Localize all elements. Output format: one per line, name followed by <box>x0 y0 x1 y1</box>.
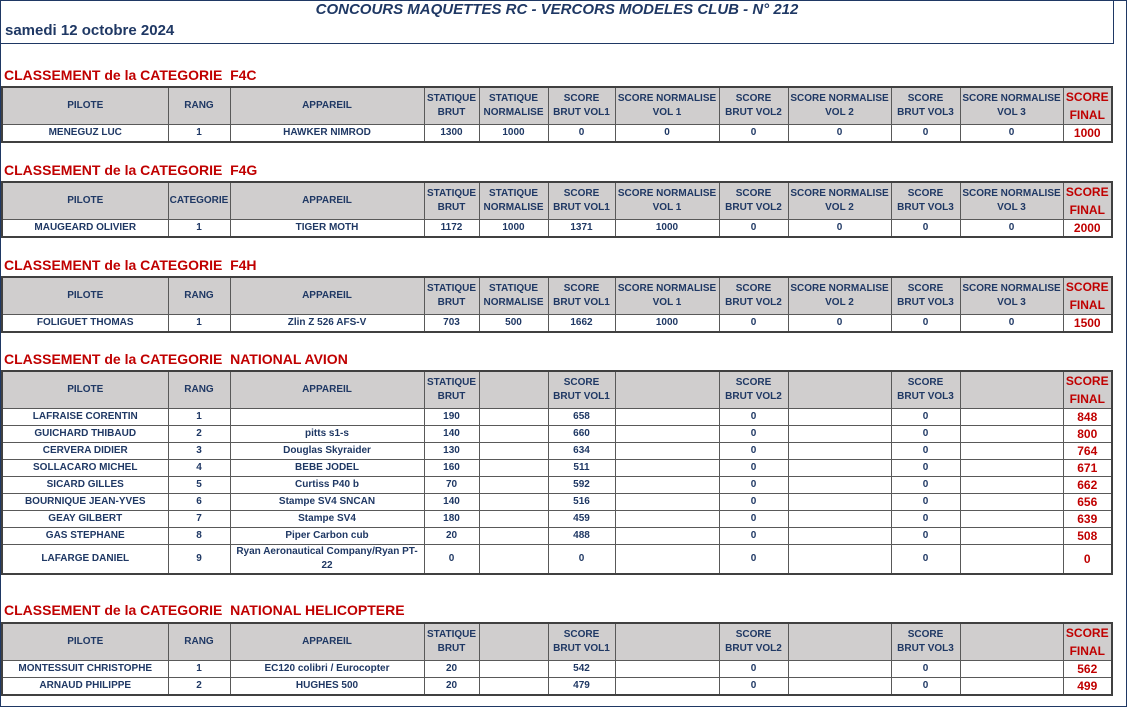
score-final-cell: 508 <box>1063 528 1112 545</box>
column-header: SCORE BRUT VOL2 <box>719 277 788 315</box>
table-cell: 0 <box>891 125 960 143</box>
column-header: PILOTE <box>2 371 168 409</box>
table-national-avion <box>1 370 1113 575</box>
table-cell: 0 <box>719 315 788 333</box>
table-row <box>2 678 1112 696</box>
table-cell <box>788 460 891 477</box>
table-cell: 1172 <box>424 220 479 238</box>
table-cell: 0 <box>719 460 788 477</box>
table-cell: GEAY GILBERT <box>2 511 168 528</box>
table-cell: 2 <box>168 426 230 443</box>
score-final-cell: 499 <box>1063 678 1112 696</box>
table-cell: 0 <box>891 460 960 477</box>
table-cell: 20 <box>424 661 479 678</box>
table-cell: MONTESSUIT CHRISTOPHE <box>2 661 168 678</box>
column-header: APPAREIL <box>230 182 424 220</box>
table-cell: 0 <box>891 409 960 426</box>
table-f4c <box>1 86 1113 143</box>
table-cell: 0 <box>719 426 788 443</box>
column-header: SCORE FINAL <box>1063 87 1112 125</box>
table-cell <box>479 545 548 575</box>
score-final-cell: 1000 <box>1063 125 1112 143</box>
table-cell <box>615 678 719 696</box>
table-cell: 0 <box>891 678 960 696</box>
column-header: SCORE NORMALISE VOL 2 <box>788 87 891 125</box>
table-cell <box>788 661 891 678</box>
table-f4h <box>1 276 1113 333</box>
table-cell: Stampe SV4 SNCAN <box>230 494 424 511</box>
table-cell <box>615 494 719 511</box>
column-header: STATIQUE BRUT <box>424 182 479 220</box>
column-header: STATIQUE BRUT <box>424 277 479 315</box>
table-cell: 488 <box>548 528 615 545</box>
table-cell: 0 <box>719 125 788 143</box>
table-cell: 0 <box>719 220 788 238</box>
score-final-cell: 662 <box>1063 477 1112 494</box>
table-cell <box>960 678 1063 696</box>
column-header <box>960 371 1063 409</box>
column-header <box>788 623 891 661</box>
column-header: APPAREIL <box>230 371 424 409</box>
column-header: APPAREIL <box>230 277 424 315</box>
table-cell <box>960 545 1063 575</box>
column-header: SCORE NORMALISE VOL 3 <box>960 87 1063 125</box>
table-cell: 0 <box>788 315 891 333</box>
table-cell <box>479 528 548 545</box>
table-row <box>2 443 1112 460</box>
column-header <box>788 371 891 409</box>
score-final-cell: 671 <box>1063 460 1112 477</box>
table-cell: 0 <box>891 494 960 511</box>
table-cell: 0 <box>891 545 960 575</box>
table-cell <box>479 443 548 460</box>
table-cell: 3 <box>168 443 230 460</box>
table-row <box>2 125 1112 143</box>
column-header: SCORE BRUT VOL3 <box>891 371 960 409</box>
table-cell <box>479 511 548 528</box>
table-cell: 0 <box>719 477 788 494</box>
score-final-cell: 639 <box>1063 511 1112 528</box>
table-cell: SOLLACARO MICHEL <box>2 460 168 477</box>
table-cell: 511 <box>548 460 615 477</box>
table-cell: 0 <box>548 125 615 143</box>
table-cell: 0 <box>891 661 960 678</box>
column-header: SCORE BRUT VOL1 <box>548 277 615 315</box>
header-row <box>2 277 1112 315</box>
column-header: SCORE BRUT VOL1 <box>548 87 615 125</box>
table-cell: Curtiss P40 b <box>230 477 424 494</box>
table-row <box>2 409 1112 426</box>
table-cell: LAFARGE DANIEL <box>2 545 168 575</box>
table-cell: BOURNIQUE JEAN-YVES <box>2 494 168 511</box>
column-header: RANG <box>168 277 230 315</box>
table-cell <box>788 511 891 528</box>
table-cell: FOLIGUET THOMAS <box>2 315 168 333</box>
table-cell: 0 <box>891 443 960 460</box>
column-header: APPAREIL <box>230 623 424 661</box>
table-cell: 20 <box>424 528 479 545</box>
table-cell: 0 <box>891 528 960 545</box>
column-header: SCORE BRUT VOL3 <box>891 182 960 220</box>
table-cell: 1000 <box>615 220 719 238</box>
table-cell <box>788 528 891 545</box>
column-header <box>960 623 1063 661</box>
column-header: SCORE BRUT VOL3 <box>891 277 960 315</box>
column-header: SCORE NORMALISE VOL 1 <box>615 277 719 315</box>
column-header: SCORE NORMALISE VOL 3 <box>960 277 1063 315</box>
table-cell: 2 <box>168 678 230 696</box>
table-cell <box>788 443 891 460</box>
score-final-cell: 562 <box>1063 661 1112 678</box>
table-cell <box>479 678 548 696</box>
table-cell: 5 <box>168 477 230 494</box>
column-header: SCORE FINAL <box>1063 623 1112 661</box>
column-header: SCORE BRUT VOL3 <box>891 87 960 125</box>
section-title-f4g: CLASSEMENT de la CATEGORIE F4G <box>4 162 258 178</box>
column-header: SCORE NORMALISE VOL 2 <box>788 182 891 220</box>
table-cell <box>615 460 719 477</box>
table-cell: 0 <box>719 545 788 575</box>
table-row <box>2 494 1112 511</box>
table-cell: 1000 <box>479 220 548 238</box>
table-cell: 703 <box>424 315 479 333</box>
table-cell <box>230 409 424 426</box>
table-cell <box>960 460 1063 477</box>
column-header: RANG <box>168 623 230 661</box>
column-header: SCORE NORMALISE VOL 1 <box>615 182 719 220</box>
score-final-cell: 656 <box>1063 494 1112 511</box>
table-cell: 634 <box>548 443 615 460</box>
column-header: SCORE BRUT VOL1 <box>548 182 615 220</box>
column-header: SCORE NORMALISE VOL 2 <box>788 277 891 315</box>
table-cell: 6 <box>168 494 230 511</box>
table-cell: 9 <box>168 545 230 575</box>
table-cell: 0 <box>891 511 960 528</box>
column-header: RANG <box>168 87 230 125</box>
table-cell: Douglas Skyraider <box>230 443 424 460</box>
header-box <box>1 0 1114 44</box>
table-cell: 542 <box>548 661 615 678</box>
table-f4g <box>1 181 1113 238</box>
table-cell: 0 <box>891 426 960 443</box>
table-cell: 0 <box>615 125 719 143</box>
table-cell: 0 <box>891 477 960 494</box>
table-cell <box>479 494 548 511</box>
table-cell <box>615 426 719 443</box>
table-cell: 1300 <box>424 125 479 143</box>
column-header <box>615 371 719 409</box>
score-final-cell: 848 <box>1063 409 1112 426</box>
table-cell <box>960 443 1063 460</box>
table-cell: 1662 <box>548 315 615 333</box>
table-cell: Zlin Z 526 AFS-V <box>230 315 424 333</box>
table-cell: MENEGUZ LUC <box>2 125 168 143</box>
table-cell: 1 <box>168 661 230 678</box>
table-cell: 140 <box>424 426 479 443</box>
table-cell: 190 <box>424 409 479 426</box>
table-cell: 4 <box>168 460 230 477</box>
table-cell: 1 <box>168 125 230 143</box>
table-cell <box>960 426 1063 443</box>
column-header: PILOTE <box>2 623 168 661</box>
table-cell: 1 <box>168 220 230 238</box>
table-cell <box>479 409 548 426</box>
table-cell: pitts s1-s <box>230 426 424 443</box>
table-cell: 0 <box>719 409 788 426</box>
table-cell: 0 <box>960 220 1063 238</box>
table-cell: 0 <box>719 511 788 528</box>
column-header: SCORE BRUT VOL2 <box>719 623 788 661</box>
table-cell: EC120 colibri / Eurocopter <box>230 661 424 678</box>
table-cell: 1371 <box>548 220 615 238</box>
table-cell <box>479 661 548 678</box>
table-cell: CERVERA DIDIER <box>2 443 168 460</box>
table-row <box>2 460 1112 477</box>
score-final-cell: 800 <box>1063 426 1112 443</box>
column-header: SCORE BRUT VOL2 <box>719 371 788 409</box>
column-header: SCORE BRUT VOL1 <box>548 371 615 409</box>
section-title-f4c: CLASSEMENT de la CATEGORIE F4C <box>4 67 257 83</box>
contest-date: samedi 12 octobre 2024 <box>5 22 175 39</box>
table-cell: Piper Carbon cub <box>230 528 424 545</box>
column-header: SCORE BRUT VOL2 <box>719 182 788 220</box>
table-cell <box>615 511 719 528</box>
column-header: SCORE NORMALISE VOL 3 <box>960 182 1063 220</box>
section-title-f4h: CLASSEMENT de la CATEGORIE F4H <box>4 257 257 273</box>
column-header: STATIQUE NORMALISE <box>479 87 548 125</box>
table-cell: 180 <box>424 511 479 528</box>
column-header: PILOTE <box>2 182 168 220</box>
table-cell <box>788 678 891 696</box>
table-row <box>2 545 1112 575</box>
table-cell: 516 <box>548 494 615 511</box>
table-cell: 0 <box>960 125 1063 143</box>
table-cell <box>615 528 719 545</box>
table-cell <box>960 477 1063 494</box>
table-cell <box>615 443 719 460</box>
table-cell <box>960 409 1063 426</box>
table-cell: ARNAUD PHILIPPE <box>2 678 168 696</box>
table-cell: 1000 <box>615 315 719 333</box>
column-header: SCORE NORMALISE VOL 1 <box>615 87 719 125</box>
table-cell: 658 <box>548 409 615 426</box>
table-cell: 160 <box>424 460 479 477</box>
page-title: CONCOURS MAQUETTES RC - VERCORS MODELES CLUB - N° 212 <box>315 1 799 18</box>
table-cell: 0 <box>719 443 788 460</box>
table-cell: 7 <box>168 511 230 528</box>
table-cell <box>615 661 719 678</box>
table-row <box>2 220 1112 238</box>
table-cell: 0 <box>719 494 788 511</box>
table-row <box>2 511 1112 528</box>
column-header: SCORE FINAL <box>1063 182 1112 220</box>
table-cell: 1 <box>168 315 230 333</box>
table-cell <box>615 477 719 494</box>
column-header: CATEGORIE <box>168 182 230 220</box>
table-cell: HAWKER NIMROD <box>230 125 424 143</box>
section-title-national-avion: CLASSEMENT de la CATEGORIE NATIONAL AVION <box>4 351 348 367</box>
table-cell: 0 <box>548 545 615 575</box>
table-row <box>2 315 1112 333</box>
table-cell <box>788 477 891 494</box>
table-cell: HUGHES 500 <box>230 678 424 696</box>
column-header: PILOTE <box>2 277 168 315</box>
table-cell: Stampe SV4 <box>230 511 424 528</box>
table-cell: 0 <box>719 661 788 678</box>
column-header: STATIQUE BRUT <box>424 623 479 661</box>
table-cell <box>960 494 1063 511</box>
table-cell <box>960 528 1063 545</box>
column-header <box>479 371 548 409</box>
column-header: SCORE BRUT VOL1 <box>548 623 615 661</box>
table-row <box>2 661 1112 678</box>
table-cell: 1000 <box>479 125 548 143</box>
table-cell: 0 <box>788 220 891 238</box>
table-row <box>2 477 1112 494</box>
table-cell <box>788 545 891 575</box>
table-cell: GAS STEPHANE <box>2 528 168 545</box>
table-cell: BEBE JODEL <box>230 460 424 477</box>
table-cell <box>615 545 719 575</box>
table-cell: 0 <box>891 220 960 238</box>
table-cell: 500 <box>479 315 548 333</box>
table-national-helicoptere <box>1 622 1113 696</box>
table-cell: 459 <box>548 511 615 528</box>
header-row <box>2 371 1112 409</box>
table-cell: MAUGEARD OLIVIER <box>2 220 168 238</box>
table-cell: 592 <box>548 477 615 494</box>
table-cell: 20 <box>424 678 479 696</box>
table-cell <box>788 426 891 443</box>
table-cell: GUICHARD THIBAUD <box>2 426 168 443</box>
table-cell: 479 <box>548 678 615 696</box>
table-row <box>2 426 1112 443</box>
column-header: SCORE BRUT VOL3 <box>891 623 960 661</box>
table-cell: 0 <box>960 315 1063 333</box>
column-header <box>615 623 719 661</box>
column-header: SCORE FINAL <box>1063 277 1112 315</box>
header-row <box>2 87 1112 125</box>
table-cell <box>479 426 548 443</box>
table-cell: LAFRAISE CORENTIN <box>2 409 168 426</box>
table-cell: 130 <box>424 443 479 460</box>
column-header: SCORE BRUT VOL2 <box>719 87 788 125</box>
table-cell <box>615 409 719 426</box>
table-row <box>2 528 1112 545</box>
table-cell: 1 <box>168 409 230 426</box>
score-final-cell: 2000 <box>1063 220 1112 238</box>
column-header: SCORE FINAL <box>1063 371 1112 409</box>
table-cell <box>960 661 1063 678</box>
score-final-cell: 1500 <box>1063 315 1112 333</box>
table-cell <box>479 477 548 494</box>
table-cell: 0 <box>424 545 479 575</box>
score-final-cell: 764 <box>1063 443 1112 460</box>
column-header: STATIQUE BRUT <box>424 87 479 125</box>
table-cell: Ryan Aeronautical Company/Ryan PT-22 <box>230 545 424 575</box>
table-cell: 0 <box>719 678 788 696</box>
column-header: APPAREIL <box>230 87 424 125</box>
header-row <box>2 623 1112 661</box>
table-cell: 0 <box>719 528 788 545</box>
column-header: STATIQUE NORMALISE <box>479 182 548 220</box>
table-cell <box>788 409 891 426</box>
table-cell: 8 <box>168 528 230 545</box>
table-cell: TIGER MOTH <box>230 220 424 238</box>
table-cell: 70 <box>424 477 479 494</box>
table-cell: 0 <box>788 125 891 143</box>
table-cell: 140 <box>424 494 479 511</box>
column-header: STATIQUE BRUT <box>424 371 479 409</box>
score-final-cell: 0 <box>1063 545 1112 575</box>
column-header: RANG <box>168 371 230 409</box>
column-header: STATIQUE NORMALISE <box>479 277 548 315</box>
table-cell: SICARD GILLES <box>2 477 168 494</box>
table-cell <box>788 494 891 511</box>
column-header: PILOTE <box>2 87 168 125</box>
section-title-national-helicoptere: CLASSEMENT de la CATEGORIE NATIONAL HELICOPTERE <box>4 602 405 618</box>
table-cell <box>960 511 1063 528</box>
header-row <box>2 182 1112 220</box>
table-cell: 0 <box>891 315 960 333</box>
table-cell: 660 <box>548 426 615 443</box>
column-header <box>479 623 548 661</box>
table-cell <box>479 460 548 477</box>
